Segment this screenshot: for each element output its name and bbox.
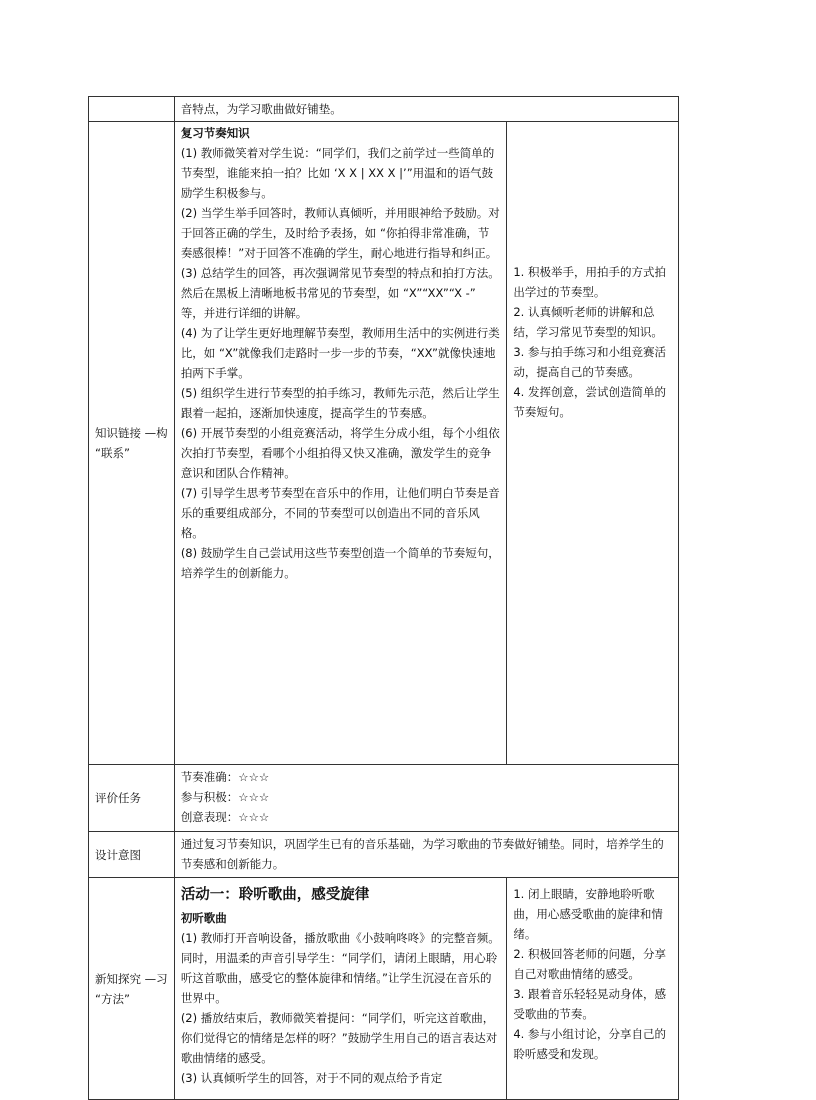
- table-row: [89, 832, 679, 878]
- evaluation-item: 创意表现：☆☆☆: [180, 810, 270, 824]
- student-step: 3. 参与拍手练习和小组竞赛活动，提高自己的节奏感。: [513, 345, 666, 379]
- table-row: [89, 878, 679, 1100]
- activity-title: 活动一：聆听歌曲，感受旋律: [180, 887, 370, 903]
- lesson-plan-table: [88, 96, 679, 1100]
- step-text: (1) 教师打开音响设备，播放歌曲《小鼓响咚咚》的完整音频。同时，用温柔的声音引导学生：“同学们，请闭上眼睛，用心聆听这首歌曲，感受它的整体旋律和情绪。”让学生沉浸在音乐的世界中。: [180, 931, 500, 1005]
- row-label: 设计意图: [89, 832, 175, 878]
- row1-text: [174, 97, 678, 122]
- student-step: 4. 参与小组讨论，分享自己的聆听感受和发现。: [513, 1027, 666, 1061]
- student-step: 1. 闭上眼睛，安静地聆听歌曲，用心感受歌曲的旋律和情绪。: [513, 887, 663, 941]
- student-activity-cell: [507, 878, 679, 1100]
- step-text: (2) 当学生举手回答时，教师认真倾听，并用眼神给予鼓励。对于回答正确的学生，及时给予表扬，如 “你拍得非常准确，节奏感很棒！”对于回答不准确的学生，耐心地进行指导和纠正。: [180, 206, 500, 260]
- teacher-activity-cell: [174, 878, 507, 1100]
- step-text: (7) 引导学生思考节奏型在音乐中的作用，让他们明白节奏是音乐的重要组成部分，不同的节奏型可以创造出不同的音乐风格。: [180, 486, 500, 540]
- evaluation-item: 参与积极：☆☆☆: [180, 790, 270, 804]
- table-row: [89, 765, 679, 832]
- row-label-empty: [89, 97, 175, 122]
- student-step: 2. 积极回答老师的问题，分享自己对歌曲情绪的感受。: [513, 947, 666, 981]
- table-row: [89, 122, 679, 765]
- evaluation-item: 节奏准确：☆☆☆: [180, 770, 270, 784]
- step-text: (2) 播放结束后，教师微笑着提问：“同学们，听完这首歌曲，你们觉得它的情绪是怎样的呀？”鼓励学生用自己的语言表达对歌曲情绪的感受。: [180, 1011, 498, 1065]
- student-step: 3. 跟着音乐轻轻晃动身体，感受歌曲的节奏。: [513, 987, 666, 1021]
- continuation-text: 音特点，为学习歌曲做好铺垫。: [180, 102, 342, 116]
- evaluation-cell: [174, 765, 678, 832]
- step-text: (4) 为了让学生更好地理解节奏型，教师用生活中的实例进行类比，如 “X”就像我们走路时一步一步的节奏，“XX”就像快速地拍两下手掌。: [180, 326, 500, 380]
- step-text: (8) 鼓励学生自己尝试用这些节奏型创造一个简单的节奏短句，培养学生的创新能力。: [180, 546, 500, 580]
- step-text: (3) 认真倾听学生的回答，对于不同的观点给予肯定: [180, 1071, 443, 1085]
- step-text: (3) 总结学生的回答，再次强调常见节奏型的特点和拍打方法。然后在黑板上清晰地板书常见的节奏型，如 “X”“XX”“X -” 等，并进行详细的讲解。: [180, 266, 500, 320]
- step-text: (6) 开展节奏型的小组竞赛活动，将学生分成小组，每个小组依次拍打节奏型，看哪个小组拍得又快又准确，激发学生的竞争意识和团队合作精神。: [180, 426, 500, 480]
- step-text: (1) 教师微笑着对学生说：“同学们，我们之前学过一些简单的节奏型，谁能来拍一拍？比如 ‘X X | XX X |’”用温和的语气鼓励学生积极参与。: [180, 146, 495, 200]
- table-row: [89, 97, 679, 122]
- row-label: 新知探究 —习 “方法”: [89, 878, 175, 1100]
- student-step: 4. 发挥创意，尝试创造简单的节奏短句。: [513, 385, 666, 419]
- student-activity-cell: [507, 122, 679, 765]
- row-label: 知识链接 —构 “联系”: [89, 122, 175, 765]
- student-step: 2. 认真倾听老师的讲解和总结，学习常见节奏型的知识。: [513, 305, 663, 339]
- section-heading: 初听歌曲: [180, 911, 227, 925]
- student-step: 1. 积极举手，用拍手的方式拍出学过的节奏型。: [513, 265, 666, 299]
- teacher-activity-cell: [174, 122, 507, 765]
- design-intent-cell: [174, 832, 678, 878]
- row-label: 评价任务: [89, 765, 175, 832]
- design-intent-text: 通过复习节奏知识，巩固学生已有的音乐基础，为学习歌曲的节奏做好铺垫。同时，培养学生的节奏感和创新能力。: [180, 837, 664, 871]
- section-heading: 复习节奏知识: [180, 126, 250, 140]
- step-text: (5) 组织学生进行节奏型的拍手练习，教师先示范，然后让学生跟着一起拍，逐渐加快速度，提高学生的节奏感。: [180, 386, 500, 420]
